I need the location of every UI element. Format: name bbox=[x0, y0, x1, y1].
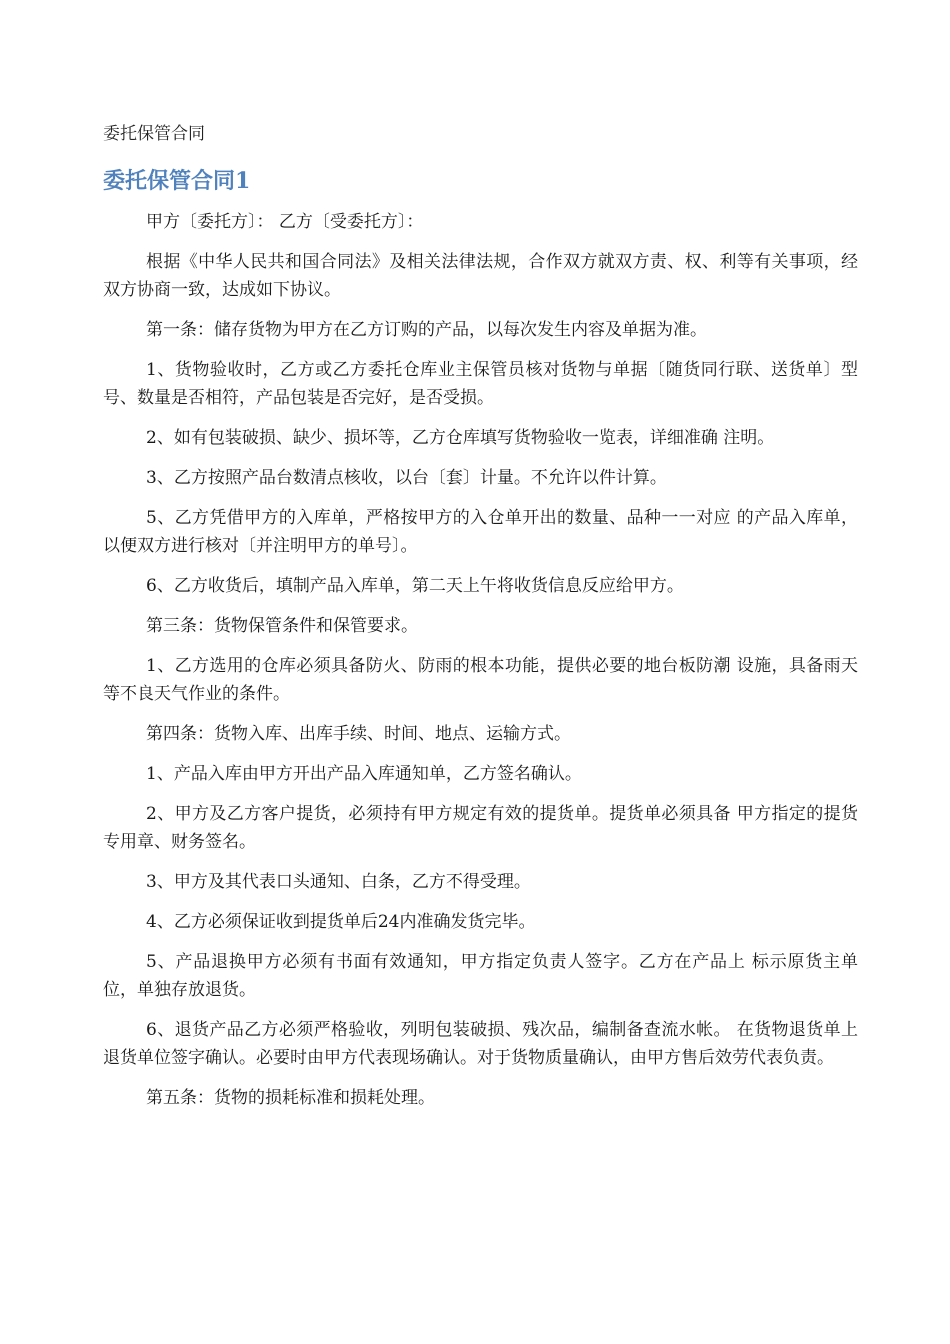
document-label: 委托保管合同 bbox=[103, 124, 205, 144]
paragraph-article-4: 第四条：货物入库、出库手续、时间、地点、运输方式。 bbox=[146, 724, 571, 744]
paragraph-clause: 3、甲方及其代表口头通知、白条，乙方不得受理。 bbox=[146, 872, 531, 892]
document-body bbox=[103, 208, 858, 1124]
paragraph-clause: 6、乙方收货后，填制产品入库单，第二天上午将收货信息反应给甲方。 bbox=[146, 576, 684, 596]
paragraph-clause: 2、如有包装破损、缺少、损坏等，乙方仓库填写货物验收一览表，详细准确 注明。 bbox=[146, 428, 775, 448]
paragraph-article-1: 第一条：储存货物为甲方在乙方订购的产品，以每次发生内容及单据为准。 bbox=[146, 320, 707, 340]
paragraph-clause: 2、甲方及乙方客户提货，必须持有甲方规定有效的提货单。提货单必须具备 甲方指定的提货专用章、财务签名。 bbox=[103, 804, 858, 852]
paragraph-article-3: 第三条：货物保管条件和保管要求。 bbox=[146, 616, 418, 636]
paragraph-clause: 1、货物验收时，乙方或乙方委托仓库业主保管员核对货物与单据〔随货同行联、送货单〕型号、数量是否相符，产品包装是否完好，是否受损。 bbox=[103, 360, 858, 408]
document-heading: 委托保管合同1 bbox=[103, 168, 251, 194]
paragraph-clause: 1、产品入库由甲方开出产品入库通知单，乙方签名确认。 bbox=[146, 764, 582, 784]
paragraph-clause: 5、产品退换甲方必须有书面有效通知，甲方指定负责人签字。乙方在产品上 标示原货主单位，单独存放退货。 bbox=[103, 952, 858, 1000]
paragraph-article-5: 第五条：货物的损耗标准和损耗处理。 bbox=[146, 1088, 435, 1108]
paragraph-parties: 甲方〔委托方〕： 乙方〔受委托方〕： bbox=[146, 212, 424, 232]
paragraph-clause: 6、退货产品乙方必须严格验收，列明包装破损、残次品，编制备查流水帐。 在货物退货单上退货单位签字确认。必要时由甲方代表现场确认。对于货物质量确认，由甲方售后效劳代表负责。 bbox=[103, 1020, 858, 1068]
paragraph-preamble: 根据《中华人民共和国合同法》及相关法律法规，合作双方就双方责、权、利等有关事项，经双方协商一致，达成如下协议。 bbox=[103, 252, 858, 300]
paragraph-clause: 4、乙方必须保证收到提货单后24内准确发货完毕。 bbox=[146, 912, 536, 932]
paragraph-clause: 3、乙方按照产品台数清点核收，以台〔套〕计量。不允许以件计算。 bbox=[146, 468, 667, 488]
paragraph-clause: 1、乙方选用的仓库必须具备防火、防雨的根本功能，提供必要的地台板防潮 设施，具备雨天等不良天气作业的条件。 bbox=[103, 656, 858, 704]
paragraph-clause: 5、乙方凭借甲方的入库单，严格按甲方的入仓单开出的数量、品种一一对应 的产品入库单，以便双方进行核对〔并注明甲方的单号〕。 bbox=[103, 508, 858, 556]
